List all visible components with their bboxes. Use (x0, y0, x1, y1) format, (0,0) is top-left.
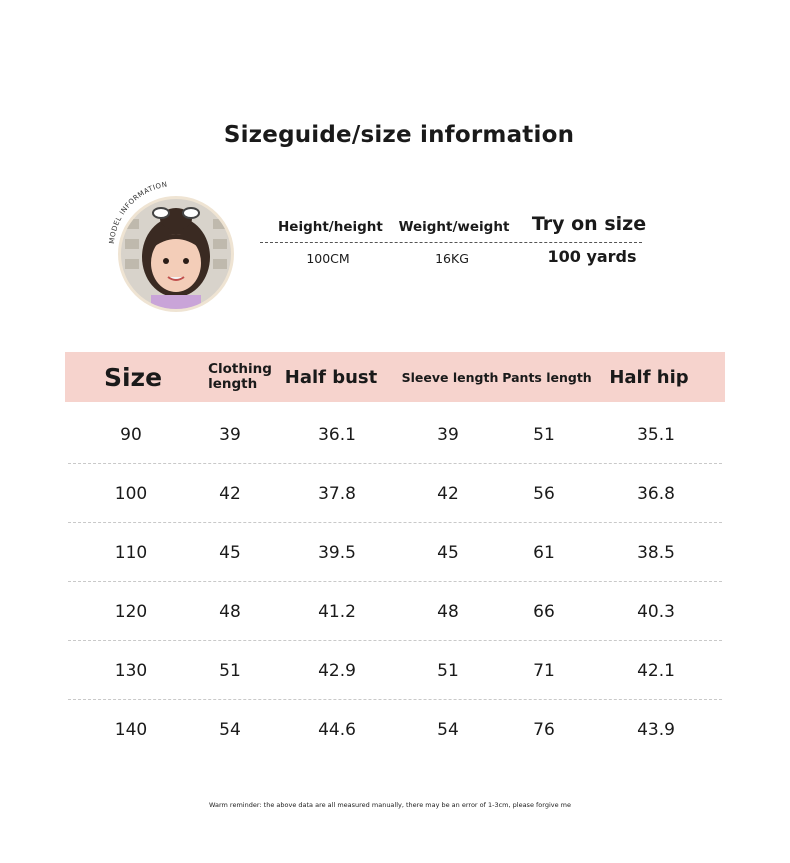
svg-text:MODEL INFORMATION: MODEL INFORMATION (107, 180, 169, 245)
table-row (65, 464, 725, 523)
size-table-body (65, 405, 725, 759)
cell-clothing-length: 48 (219, 602, 241, 622)
cell-sleeve-length: 39 (437, 425, 459, 445)
cell-size: 120 (114, 602, 148, 622)
cell-pants-length: 51 (533, 425, 555, 445)
cell-sleeve-length: 51 (437, 661, 459, 681)
warm-reminder-note: Warm reminder: the above data are all measured manually, there may be an error of 1-3cm, please forgive me (208, 801, 572, 809)
table-row (65, 405, 725, 464)
weight-value: 16KG (435, 251, 469, 266)
cell-size: 110 (114, 543, 148, 563)
cell-sleeve-length: 48 (437, 602, 459, 622)
cell-size: 140 (114, 720, 148, 740)
cell-half-bust: 37.8 (318, 484, 356, 504)
cell-pants-length: 61 (533, 543, 555, 563)
cell-size: 90 (120, 425, 142, 445)
try-on-size-value: 100 yards (547, 247, 637, 266)
model-photo (118, 196, 234, 312)
try-on-size-header: Try on size (531, 213, 647, 235)
table-row (65, 700, 725, 759)
page-title: Sizeguide/size information (223, 122, 575, 148)
cell-sleeve-length: 45 (437, 543, 459, 563)
height-header: Height/height (278, 219, 383, 235)
cell-clothing-length: 51 (219, 661, 241, 681)
cell-half-bust: 44.6 (318, 720, 356, 740)
header-clothing-length-line1: Clothing (208, 361, 272, 377)
model-measurements (260, 210, 647, 278)
cell-half-bust: 42.9 (318, 661, 356, 681)
cell-half-bust: 39.5 (318, 543, 356, 563)
cell-clothing-length: 39 (219, 425, 241, 445)
cell-half-hip: 40.3 (637, 602, 675, 622)
cell-pants-length: 56 (533, 484, 555, 504)
cell-half-hip: 43.9 (637, 720, 675, 740)
header-clothing-length-line2: length (208, 376, 258, 392)
model-values-row (260, 244, 642, 278)
cell-size: 130 (114, 661, 148, 681)
cell-half-bust: 36.1 (318, 425, 356, 445)
cell-size: 100 (114, 484, 148, 504)
cell-half-hip: 35.1 (637, 425, 675, 445)
cell-half-hip: 42.1 (637, 661, 675, 681)
table-row (65, 641, 725, 700)
cell-sleeve-length: 42 (437, 484, 459, 504)
header-half-bust: Half bust (284, 366, 378, 388)
height-value: 100CM (306, 251, 350, 266)
cell-pants-length: 76 (533, 720, 555, 740)
cell-sleeve-length: 54 (437, 720, 459, 740)
divider (260, 242, 642, 243)
model-info-badge (100, 176, 250, 326)
header-clothing-length (204, 352, 276, 402)
cell-pants-length: 66 (533, 602, 555, 622)
table-row (65, 523, 725, 582)
header-pants-length: Pants length (502, 369, 592, 385)
header-size: Size (103, 362, 163, 392)
cell-clothing-length: 42 (219, 484, 241, 504)
header-half-hip: Half hip (609, 366, 689, 388)
cell-clothing-length: 54 (219, 720, 241, 740)
cell-half-hip: 36.8 (637, 484, 675, 504)
size-table-header (65, 352, 725, 402)
cell-half-hip: 38.5 (637, 543, 675, 563)
cell-pants-length: 71 (533, 661, 555, 681)
weight-header: Weight/weight (398, 219, 510, 235)
cell-half-bust: 41.2 (318, 602, 356, 622)
table-row (65, 582, 725, 641)
header-sleeve-length: Sleeve length (401, 369, 499, 385)
model-headers-row (260, 210, 647, 244)
cell-clothing-length: 45 (219, 543, 241, 563)
